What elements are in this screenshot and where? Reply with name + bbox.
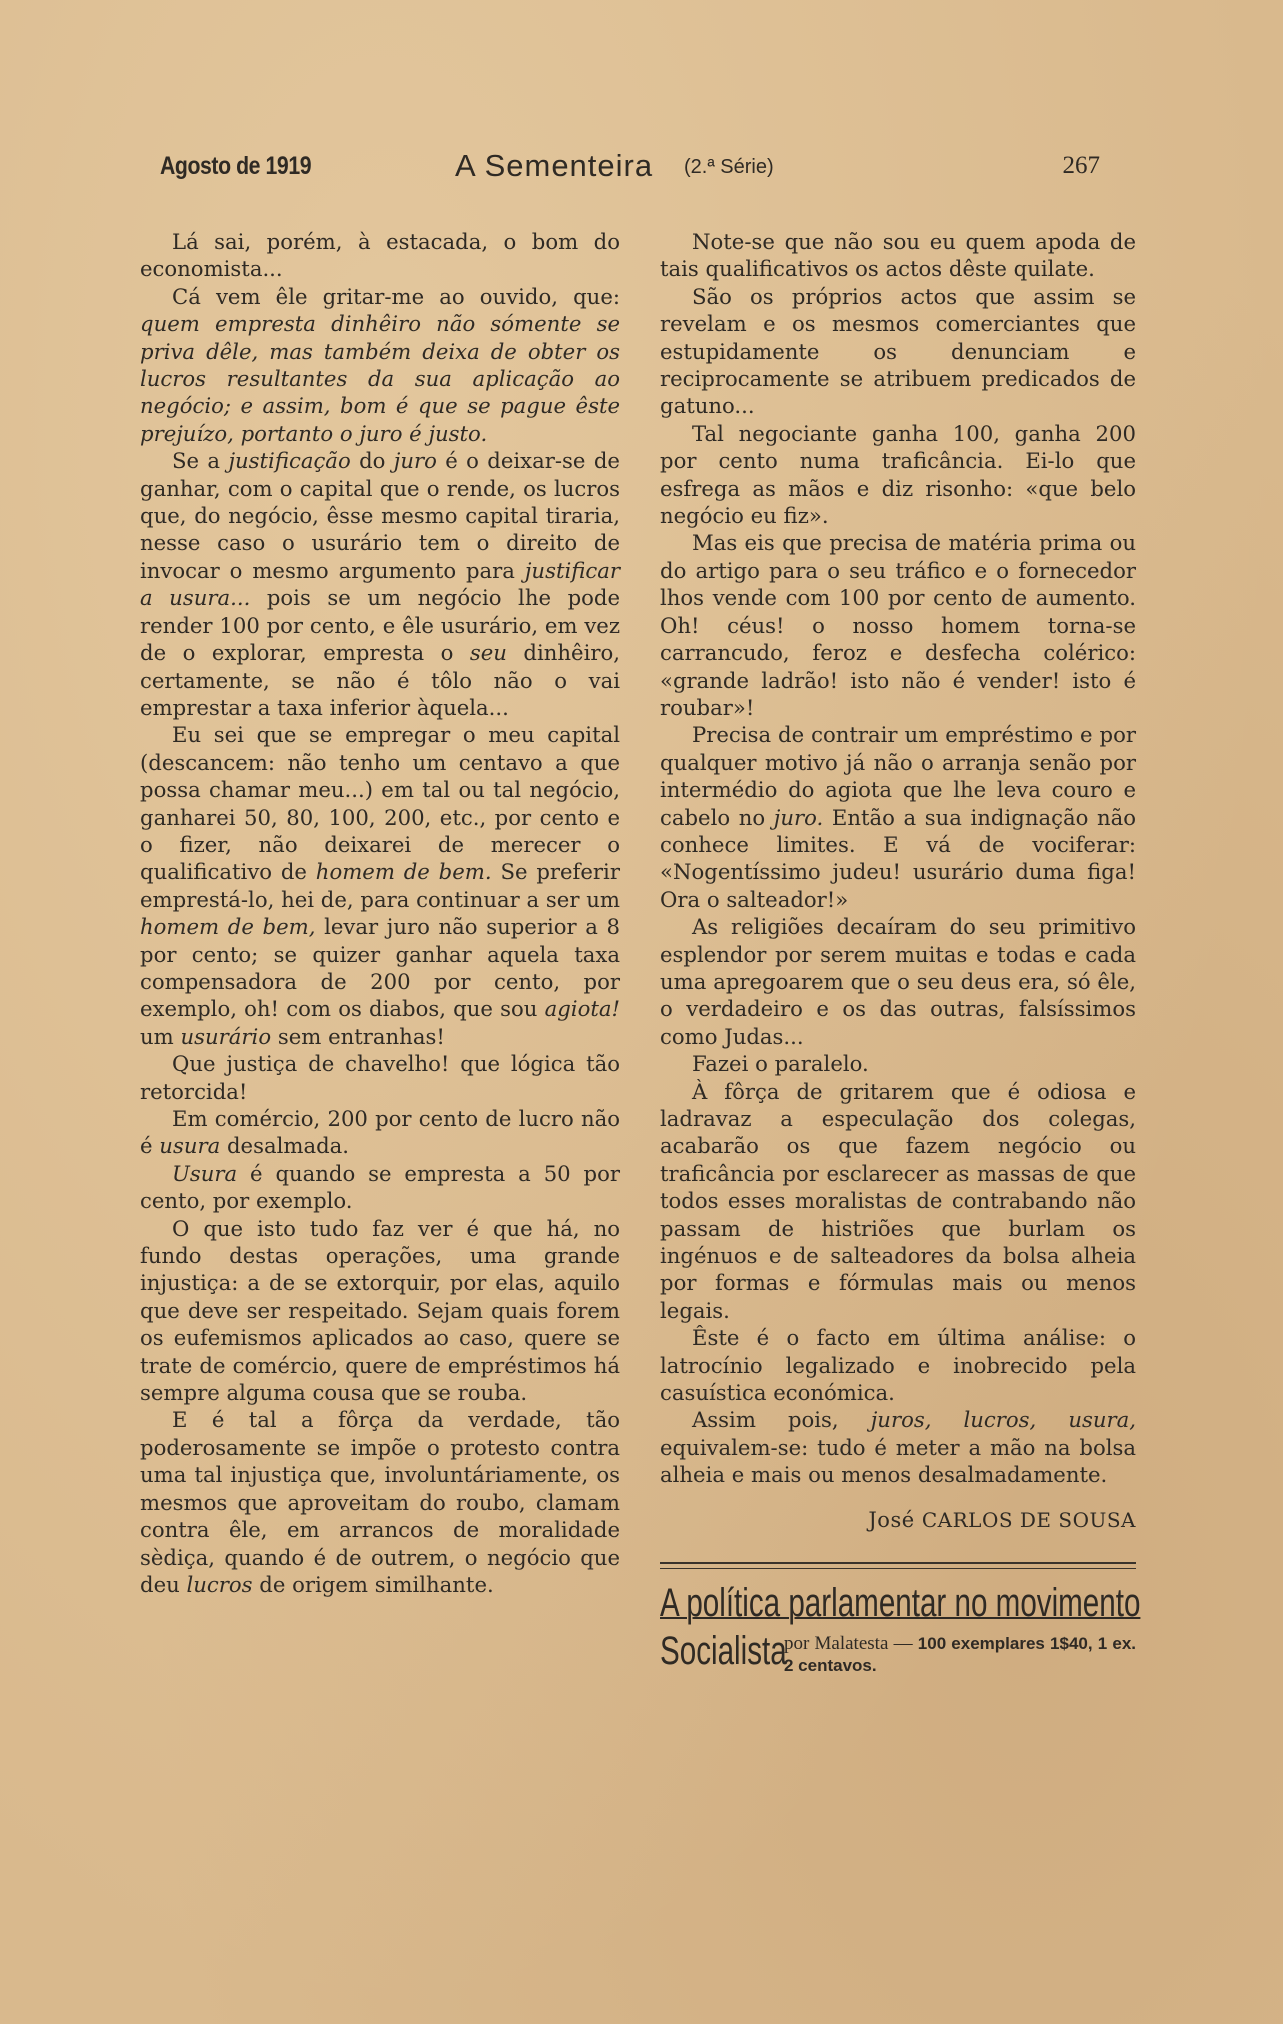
- paragraph: Que justiça de chavelho! que lógica tão retorcida!: [140, 1051, 620, 1104]
- paragraph: Assim pois, juros, lucros, usura, equivalem-se: tudo é meter a mão na bolsa alheia e mais ou menos desalmadamente.: [660, 1407, 1136, 1488]
- right-column: [660, 228, 1141, 1691]
- issue-date: Agosto de 1919: [160, 152, 312, 180]
- paragraph: Mas eis que precisa de matéria prima ou do artigo para o seu tráfico e o fornecedor lhos vende com 100 por cento de aumento. Oh! céus! o nosso homem torna-se carrancudo, feroz e desfecha colérico: «grande ladrão! isto não é vender! isto é roubar»!: [660, 530, 1136, 720]
- paragraph: À fôrça de gritarem que é odiosa e ladravaz a especulação dos colegas, acabarão os que fazem negócio ou traficância por esclarecer as massas de que todos esses moralistas de contrabando não passam de histriões que burlam os ingénuos e de salteadores da bolsa alheia por formas e fórmulas mais ou menos legais.: [660, 1078, 1136, 1323]
- paragraph: Usura é quando se empresta a 50 por cento, por exemplo.: [140, 1160, 620, 1214]
- ad-title-line2: Socialista: [660, 1629, 787, 1674]
- paragraph: Precisa de contrair um empréstimo e por qualquer motivo já não o arranja senão por intermédio do agiota que lhe leva couro e cabelo no juro. Então a sua indignação não conhece limites. E vá de vociferar: «Nogentíssimo judeu! usurário duma figa! Ora o salteador!»: [660, 722, 1136, 912]
- journal-title: A Sementeira: [455, 148, 654, 183]
- paragraph: Cá vem êle gritar-me ao ouvido, que: quem empresta dinhêiro não sómente se priva dêle, mas também deixa de obter os lucros resultantes da sua aplicação ao negócio; e assim, bom é que se pague êste prejuízo, portanto o juro é justo.: [140, 283, 620, 446]
- ad-title-line1: A política parlamentar no movimento: [660, 1581, 1141, 1626]
- left-column: [140, 228, 620, 1598]
- author-signature: José CARLOS DE SOUSA: [868, 1507, 1136, 1532]
- paragraph: Fazei o paralelo.: [692, 1051, 869, 1077]
- paragraph: São os próprios actos que assim se revelam e os mesmos comerciantes que estupidamente os denunciam e reciprocamente se atribuem predicados de gatuno...: [660, 283, 1136, 419]
- paragraph: As religiões decaíram do seu primitivo esplendor por serem muitas e todas e cada uma apregoarem que o seu deus era, só êle, o verdadeiro e os das outras, falsíssimos como Judas...: [660, 914, 1136, 1049]
- paragraph: Eu sei que se empregar o meu capital (descancem: não tenho um centavo a que possa chamar meu...) em tal ou tal negócio, ganharei 50, 80, 100, 200, etc., por cento e o fizer, não deixarei de merecer o qualificativo de homem de bem. Se preferir emprestá-lo, hei de, para continuar a ser um homem de bem, levar juro não superior a 8 por cento; se quizer ganhar aquela taxa compensadora de 200 por cento, por exemplo, oh! com os diabos, que sou agiota! um usurário sem entranhas!: [140, 722, 620, 1049]
- paragraph: Em comércio, 200 por cento de lucro não é usura desalmada.: [140, 1106, 620, 1159]
- page-number: 267: [1062, 152, 1100, 179]
- paragraph: Êste é o facto em última análise: o latrocínio legalizado e inobrecido pela casuística económica.: [660, 1325, 1136, 1406]
- book-advertisement: [660, 1581, 1141, 1691]
- divider: [660, 1568, 1136, 1569]
- paragraph: Se a justificação do juro é o deixar-se de ganhar, com o capital que o rende, os lucros que, do negócio, êsse mesmo capital tiraria, nesse caso o usurário tem o direito de invocar o mesmo argumento para justificar a usura... pois se um negócio lhe pode render 100 por cento, e êle usurário, em vez de o explorar, empresta o seu dinhêiro, certamente, se não é tôlo não o vai emprestar a taxa inferior àquela...: [140, 448, 620, 720]
- paragraph: E é tal a fôrça da verdade, tão poderosamente se impõe o protesto contra uma tal injustiça que, involuntáriamente, os mesmos que aproveitam do roubo, clamam contra êle, em arrancos de moralidade sèdiça, quando é de outrem, o negócio que deu lucros de origem similhante.: [140, 1407, 620, 1597]
- series-label: (2.ª Série): [684, 156, 774, 178]
- ad-byline: por Malatesta — 100 exemplares 1$40, 1 ex. 2 centavos.: [784, 1633, 1137, 1676]
- paragraph: Tal negociante ganha 100, ganha 200 por cento numa traficância. Ei-lo que esfrega as mãos e diz risonho: «que belo negócio eu fiz».: [660, 420, 1136, 529]
- divider: [660, 1562, 1136, 1564]
- paragraph: Lá sai, porém, à estacada, o bom do economista...: [140, 229, 620, 282]
- paragraph: O que isto tudo faz ver é que há, no fundo destas operações, uma grande injustiça: a de se extorquir, por elas, aquilo que deve ser respeitado. Sejam quais forem os eufemismos aplicados ao caso, quere se trate de comércio, quere de empréstimos há sempre alguma cousa que se rouba.: [140, 1215, 620, 1406]
- paragraph: Note-se que não sou eu quem apoda de tais qualificativos os actos dêste quilate.: [660, 229, 1136, 282]
- page-header: [160, 148, 1100, 188]
